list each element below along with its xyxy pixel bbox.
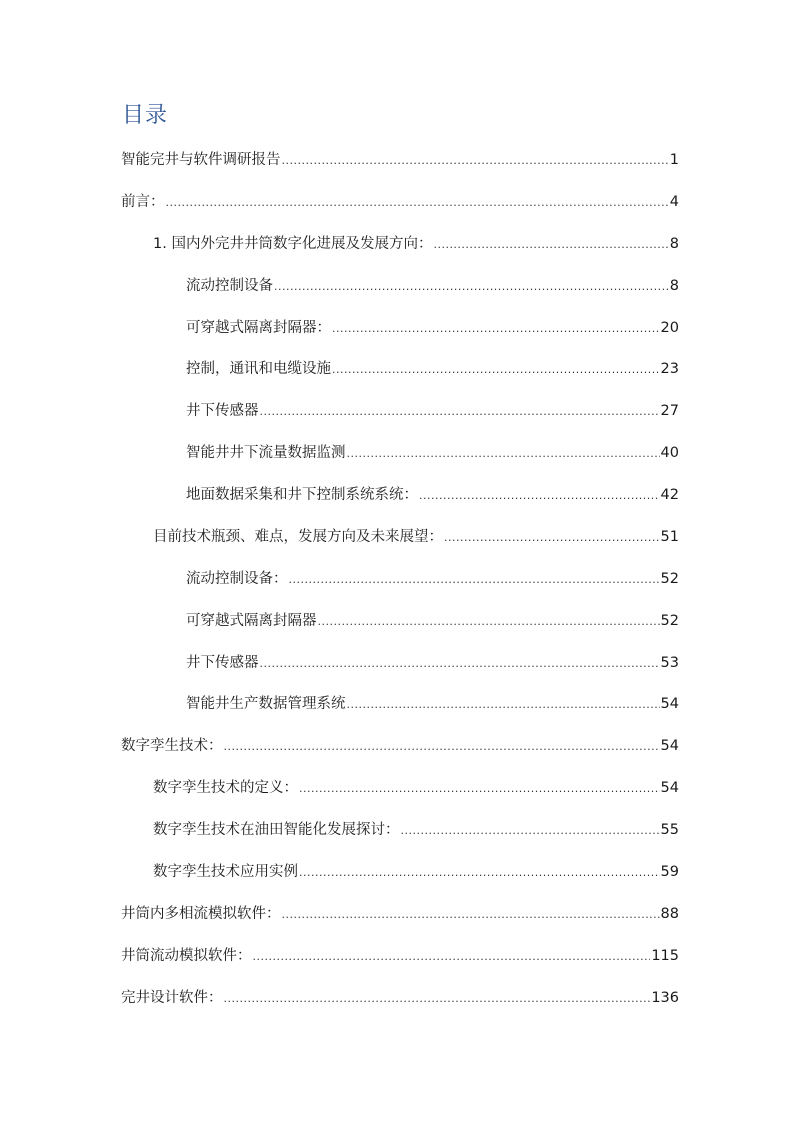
toc-entry[interactable] xyxy=(186,652,679,674)
toc-entry-page: 51 xyxy=(660,529,679,545)
toc-leader-dots xyxy=(299,862,660,884)
toc-entry-text: 井筒流动模拟软件： xyxy=(121,948,252,964)
toc-leader-dots xyxy=(332,359,660,381)
toc-leader-dots xyxy=(347,443,660,465)
toc-entry[interactable] xyxy=(121,149,679,171)
toc-entry-page: 54 xyxy=(660,780,679,796)
toc-leader-dots xyxy=(433,234,668,256)
toc-entry-page: 55 xyxy=(660,822,679,838)
toc-entry-text: 流动控制设备： xyxy=(186,571,288,587)
toc-entry-page: 53 xyxy=(660,655,679,671)
toc-entry[interactable] xyxy=(186,358,679,380)
toc-leader-dots xyxy=(260,401,660,423)
toc-entry-page: 4 xyxy=(669,194,679,210)
toc-entry[interactable] xyxy=(121,903,679,925)
toc-entry-page: 8 xyxy=(669,236,679,252)
toc-entry-text: 智能井生产数据管理系统 xyxy=(186,696,346,712)
toc-entry-page: 42 xyxy=(660,487,679,503)
toc-entry-page: 1 xyxy=(669,152,679,168)
toc-entry-text: 数字孪生技术的定义： xyxy=(153,780,298,796)
toc-leader-dots xyxy=(166,192,669,214)
toc-entry-text: 目前技术瓶颈、难点，发展方向及未来展望： xyxy=(153,529,443,545)
toc-entry-page: 59 xyxy=(660,864,679,880)
toc-entry-text: 可穿越式隔离封隔器： xyxy=(186,320,331,336)
toc-entry-text: 流动控制设备 xyxy=(186,278,273,294)
toc-leader-dots xyxy=(347,694,660,716)
toc-leader-dots xyxy=(419,485,660,507)
toc-leader-dots xyxy=(260,653,660,675)
toc-leader-dots xyxy=(318,611,660,633)
toc-entry-page: 115 xyxy=(651,948,679,964)
toc-entry-text: 完井设计软件： xyxy=(121,990,223,1006)
toc-entry-text: 地面数据采集和井下控制系统系统： xyxy=(186,487,418,503)
toc-entry[interactable] xyxy=(186,568,679,590)
toc-entry-text: 控制，通讯和电缆设施 xyxy=(186,361,331,377)
toc-leader-dots xyxy=(444,527,660,549)
toc-entry[interactable] xyxy=(153,861,679,883)
toc-leader-dots xyxy=(299,778,660,800)
toc-entry-text: 井下传感器 xyxy=(186,655,259,671)
toc-entry-text: 智能完井与软件调研报告 xyxy=(121,152,281,168)
toc-entry-page: 27 xyxy=(660,403,679,419)
toc-entry-text: 可穿越式隔离封隔器 xyxy=(186,613,317,629)
toc-leader-dots xyxy=(289,569,660,591)
toc-leader-dots xyxy=(224,988,651,1010)
toc-entry[interactable] xyxy=(121,945,679,967)
toc-entry-page: 54 xyxy=(660,738,679,754)
toc-entry[interactable] xyxy=(121,735,679,757)
toc-entry-page: 52 xyxy=(660,613,679,629)
toc-entry-text: 井筒内多相流模拟软件： xyxy=(121,906,281,922)
toc-leader-dots xyxy=(274,276,669,298)
toc-entry-page: 54 xyxy=(660,696,679,712)
toc-entry-text: 数字孪生技术： xyxy=(121,738,223,754)
toc-entry[interactable] xyxy=(153,526,679,548)
toc-entry[interactable] xyxy=(186,400,679,422)
toc-entry[interactable] xyxy=(153,777,679,799)
toc-entry-page: 8 xyxy=(669,278,679,294)
toc-entry-text: 1. 国内外完井井筒数字化进展及发展方向： xyxy=(153,236,433,252)
toc-leader-dots xyxy=(253,946,651,968)
toc-entry[interactable] xyxy=(186,610,679,632)
toc-entry-page: 23 xyxy=(660,361,679,377)
toc-entry-text: 数字孪生技术在油田智能化发展探讨： xyxy=(153,822,400,838)
toc-leader-dots xyxy=(401,820,660,842)
toc-entry-text: 前言： xyxy=(121,194,165,210)
toc-leader-dots xyxy=(332,318,660,340)
toc-leader-dots xyxy=(282,904,660,926)
toc-leader-dots xyxy=(282,150,669,172)
toc-entry-page: 40 xyxy=(660,445,679,461)
toc-entry[interactable] xyxy=(186,484,679,506)
toc-entry[interactable] xyxy=(186,275,679,297)
toc-entry-page: 88 xyxy=(660,906,679,922)
toc-entry[interactable] xyxy=(186,442,679,464)
toc-entry-text: 井下传感器 xyxy=(186,403,259,419)
toc-title: 目录 xyxy=(122,103,169,128)
toc-entry[interactable] xyxy=(153,233,679,255)
toc-entry[interactable] xyxy=(186,693,679,715)
toc-entry-text: 数字孪生技术应用实例 xyxy=(153,864,298,880)
toc-entry[interactable] xyxy=(186,317,679,339)
toc-entry-page: 136 xyxy=(651,990,679,1006)
toc-entry[interactable] xyxy=(121,987,679,1009)
toc-entry[interactable] xyxy=(121,191,679,213)
toc-entry-page: 52 xyxy=(660,571,679,587)
toc-entry-text: 智能井井下流量数据监测 xyxy=(186,445,346,461)
toc-leader-dots xyxy=(224,736,660,758)
toc-entry[interactable] xyxy=(153,819,679,841)
toc-entry-page: 20 xyxy=(660,320,679,336)
